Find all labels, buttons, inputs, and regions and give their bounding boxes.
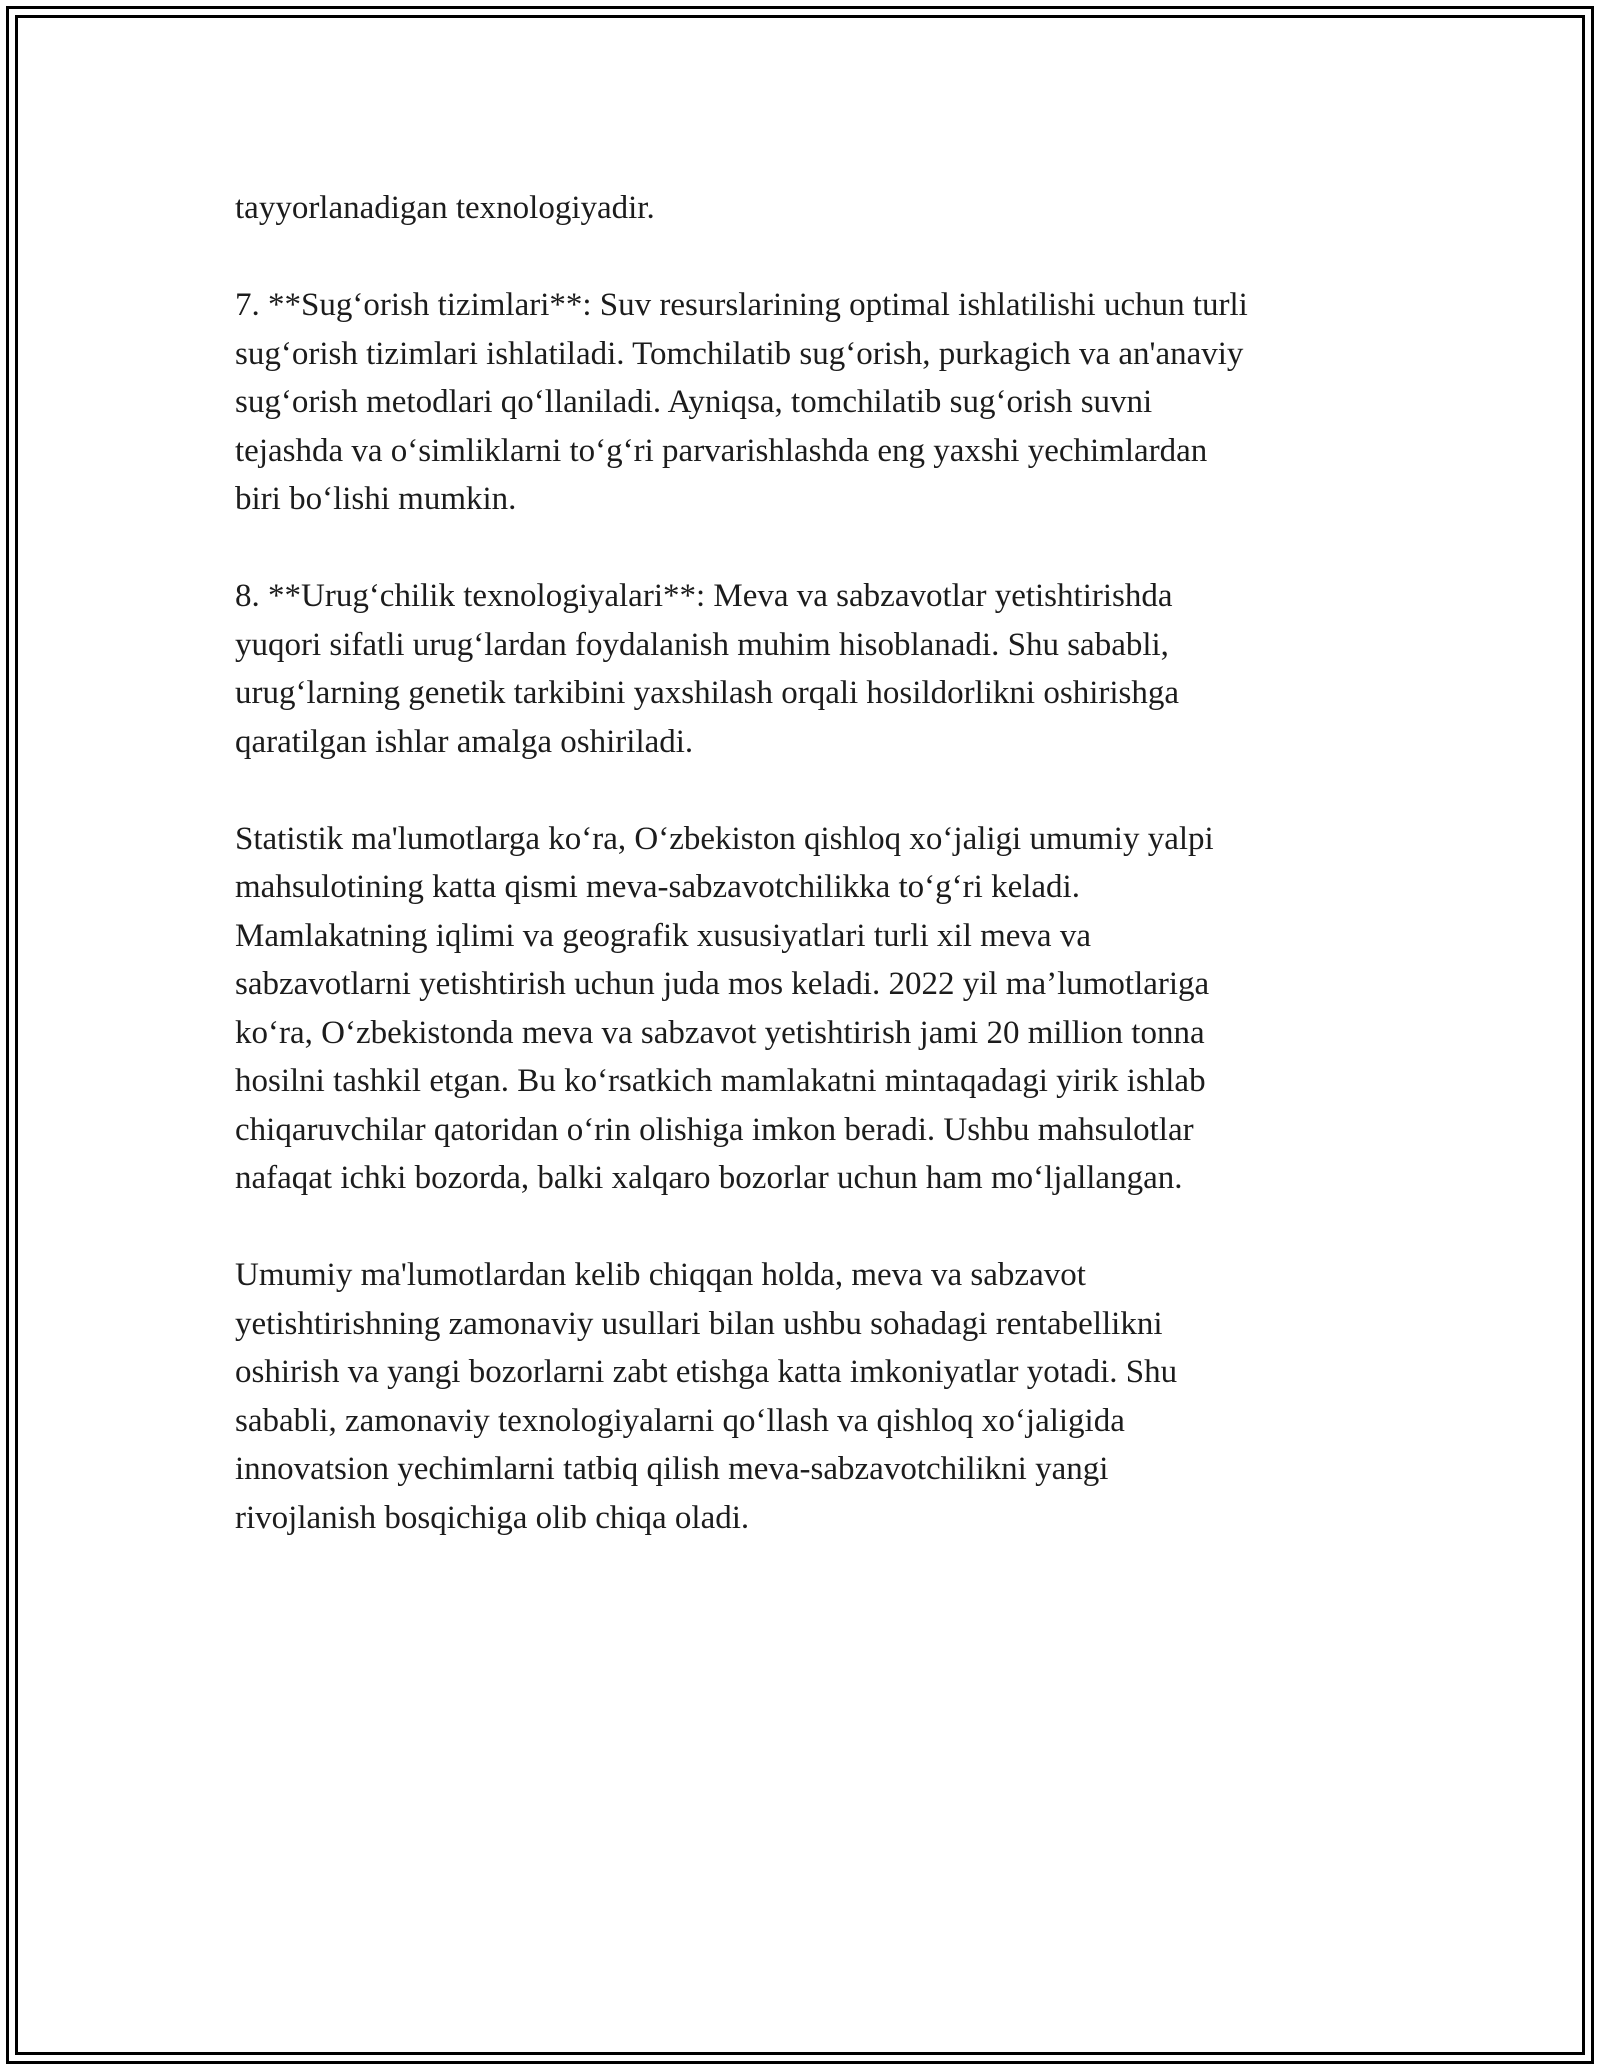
paragraph-continuation: tayyorlanadigan texnologiyadir. [235,190,655,226]
paragraph-conclusion: Umumiy ma'lumotlardan kelib chiqqan holda, meva va sabzavot yetishtirishning zamonaviy usullari bilan ushbu sohadagi rentabellikni oshirish va yangi bozorlarni zabt etishga katta imkoniyatlar yotadi. Shu sababli, zamonaviy texnologiyalarni qo‘llash va qishloq xo‘jaligida innovatsion yechimlarni tatbiq qilish meva-sabzavotchilikni yangi rivojlanish bosqichiga olib chiqa oladi. [235,1257,1178,1536]
paragraph-seed-technologies: 8. **Urug‘chilik texnologiyalari**: Meva va sabzavotlar yetishtirishda yuqori sifatli urug‘lardan foydalanish muhim hisoblanadi. Shu sababli, urug‘larning genetik tarkibini yaxshilash orqali hosildorlikni oshirishga qaratilgan ishlar amalga oshiriladi. [235,578,1180,760]
paragraph-irrigation-systems: 7. **Sug‘orish tizimlari**: Suv resurslarining optimal ishlatilishi uchun turli sug‘orish tizimlari ishlatiladi. Tomchilatib sug‘orish, purkagich va an'anaviy sug‘orish metodlari qo‘llaniladi. Ayniqsa, tomchilatib sug‘orish suvni tejashda va o‘simliklarni to‘g‘ri parvarishlashda eng yaxshi yechimlardan biri bo‘lishi mumkin. [235,287,1248,517]
document-body [235,184,1375,1542]
paragraph-statistics: Statistik ma'lumotlarga ko‘ra, O‘zbekiston qishloq xo‘jaligi umumiy yalpi mahsulotining katta qismi meva-sabzavotchilikka to‘g‘ri keladi. Mamlakatning iqlimi va geografik xususiyatlari turli xil meva va sabzavotlarni yetishtirish uchun juda mos keladi. 2022 yil ma’lumotlariga ko‘ra, O‘zbekistonda meva va sabzavot yetishtirish jami 20 million tonna hosilni tashkil etgan. Bu ko‘rsatkich mamlakatni mintaqadagi yirik ishlab chiqaruvchilar qatoridan o‘rin olishiga imkon beradi. Ushbu mahsulotlar nafaqat ichki bozorda, balki xalqaro bozorlar uchun ham mo‘ljallangan. [235,820,1214,1196]
